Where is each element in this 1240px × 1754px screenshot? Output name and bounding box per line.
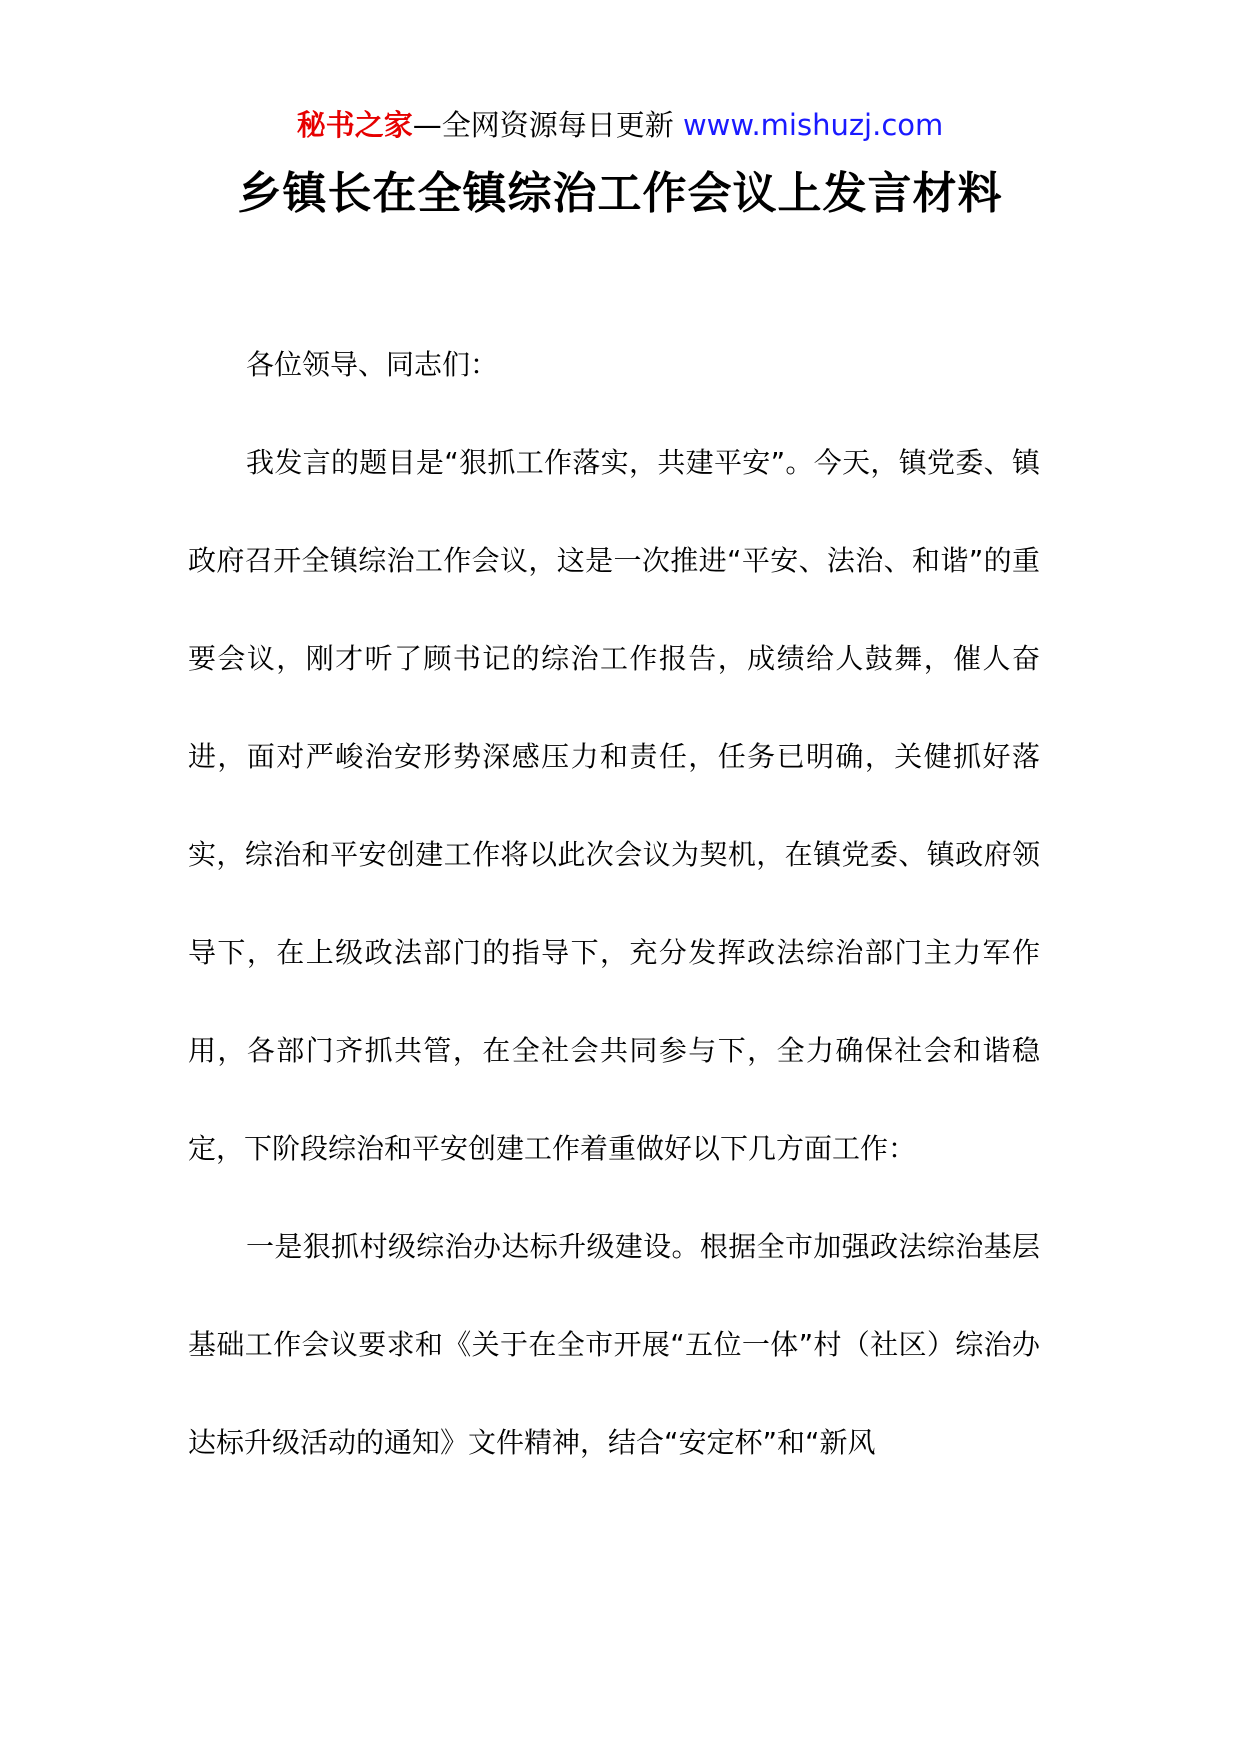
salutation: 各位领导、同志们： — [246, 348, 499, 381]
brand-name: 秘书之家 — [296, 108, 413, 142]
site-url-link[interactable]: www.mishuzj.com — [682, 108, 944, 142]
document-title: 乡镇长在全镇综治工作会议上发言材料 — [237, 168, 1003, 219]
document-body — [188, 340, 1040, 1492]
site-header — [0, 100, 1240, 150]
body-paragraph: 我发言的题目是“狠抓工作落实，共建平安”。今天，镇党委、镇政府召开全镇综治工作会议，这是一次推进“平安、法治、和谐”的重要会议，刚才听了顾书记的综治工作报告，成绩给人鼓舞，催人奋进，面对严峻治安形势深感压力和责任，任务已明确，关健抓好落实，综治和平安创建工作将以此次会议为契机，在镇党委、镇政府领导下，在上级政法部门的指导下，充分发挥政法综治部门主力军作用，各部门齐抓共管，在全社会共同参与下，全力确保社会和谐稳定，下阶段综治和平安创建工作着重做好以下几方面工作： — [188, 446, 1040, 1165]
body-paragraph: 一是狠抓村级综治办达标升级建设。根据全市加强政法综治基层基础工作会议要求和《关于在全市开展“五位一体”村（社区）综治办达标升级活动的通知》文件精神，结合“安定杯”和“新风 — [188, 1230, 1040, 1459]
header-tagline: —全网资源每日更新 — [412, 108, 683, 142]
